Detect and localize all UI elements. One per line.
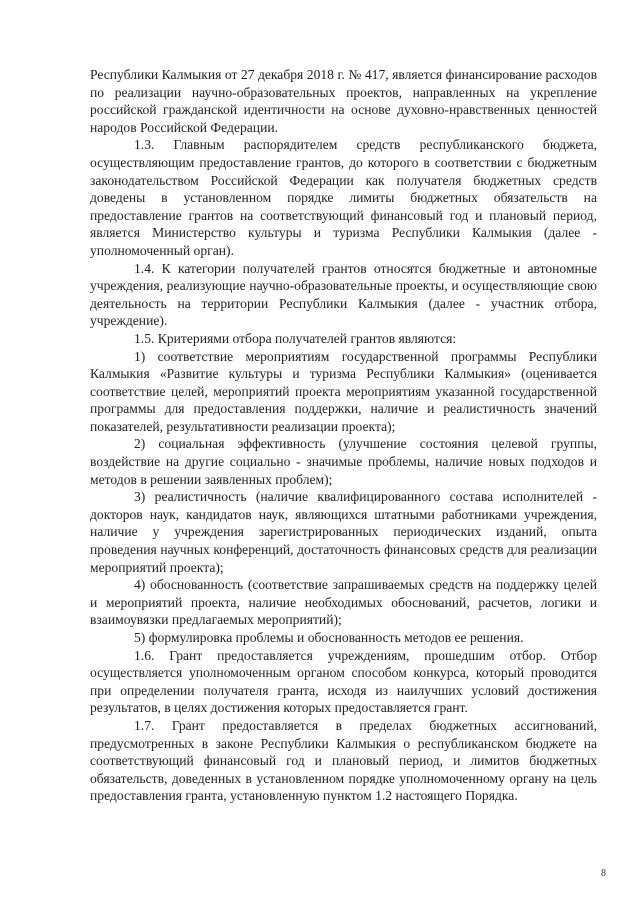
criterion-4: 4) обоснованность (соответствие запрашиваемых средств на поддержку целей и мероприятий проекта, наличие необходимых обоснований, расчетов, логики и взаимоувязки предлагаемых мероприятий); <box>90 577 597 628</box>
criterion-2: 2) социальная эффективность (улучшение состояния целевой группы, воздействие на другие социально - значимые проблемы, наличие новых подходов и методов в решении заявленных проблем); <box>90 436 597 487</box>
criterion-3: 3) реалистичность (наличие квалифицированного состава исполнителей - докторов наук, кандидатов наук, являющихся штатными работниками учреждения, наличие у учреждения зарегистрированных периодических изданий, опыта проведения научных конференций, достаточность финансовых средств для реализации мероприятий проекта); <box>90 489 597 575</box>
paragraph-1-5: 1.5. Критериями отбора получателей грантов являются: <box>134 330 457 346</box>
paragraph-1-4: 1.4. К категории получателей грантов относятся бюджетные и автономные учреждения, реализующие научно-образовательные проекты, и осуществляющие свою деятельность на территории Республики Калмыкия (далее - участник отбора, учреждение). <box>90 260 597 329</box>
page-number: 8 <box>601 868 606 879</box>
paragraph-1-3: 1.3. Главным распорядителем средств республиканского бюджета, осуществляющим предоставление грантов, до которого в соответствии с бюджетным законодательством Российской Федерации как получателя бюджетных средств доведены в установленном порядке лимиты бюджетных обязательств на предоставление грантов на соответствующий финансовый год и плановый период, является Министерство культуры и туризма Республики Калмыкия (далее - уполномоченный орган). <box>90 137 597 258</box>
paragraph-continuation: Республики Калмыкия от 27 декабря 2018 г. № 417, является финансирование расходов по реализации научно-образовательных проектов, направленных на укрепление российской гражданской идентичности на основе духовно-нравственных ценностей народов Российской Федерации. <box>90 67 597 135</box>
criterion-1: 1) соответствие мероприятиям государственной программы Республики Калмыкия «Развитие культуры и туризма Республики Калмыкия» (оценивается соответствие целей, мероприятий проекта мероприятиям указанной государственной программы для предоставления поддержки, наличие и реалистичность значений показателей, результативности реализации проекта); <box>90 348 597 434</box>
document-body <box>90 66 597 805</box>
paragraph-1-6: 1.6. Грант предоставляется учреждениям, прошедшим отбор. Отбор осуществляется уполномоченным органом способом конкурса, который проводится при определении получателя гранта, исходя из наилучших условий достижения результатов, в целях достижения которых предоставляется грант. <box>90 647 597 716</box>
paragraph-1-7: 1.7. Грант предоставляется в пределах бюджетных ассигнований, предусмотренных в законе Республики Калмыкия о республиканском бюджете на соответствующий финансовый год и плановый период, и лимитов бюджетных обязательств, доведенных в установленном порядке уполномоченному органу на цель предоставления гранта, установленную пунктом 1.2 настоящего Порядка. <box>90 717 597 804</box>
criterion-5: 5) формулировка проблемы и обоснованность методов ее решения. <box>134 630 524 645</box>
